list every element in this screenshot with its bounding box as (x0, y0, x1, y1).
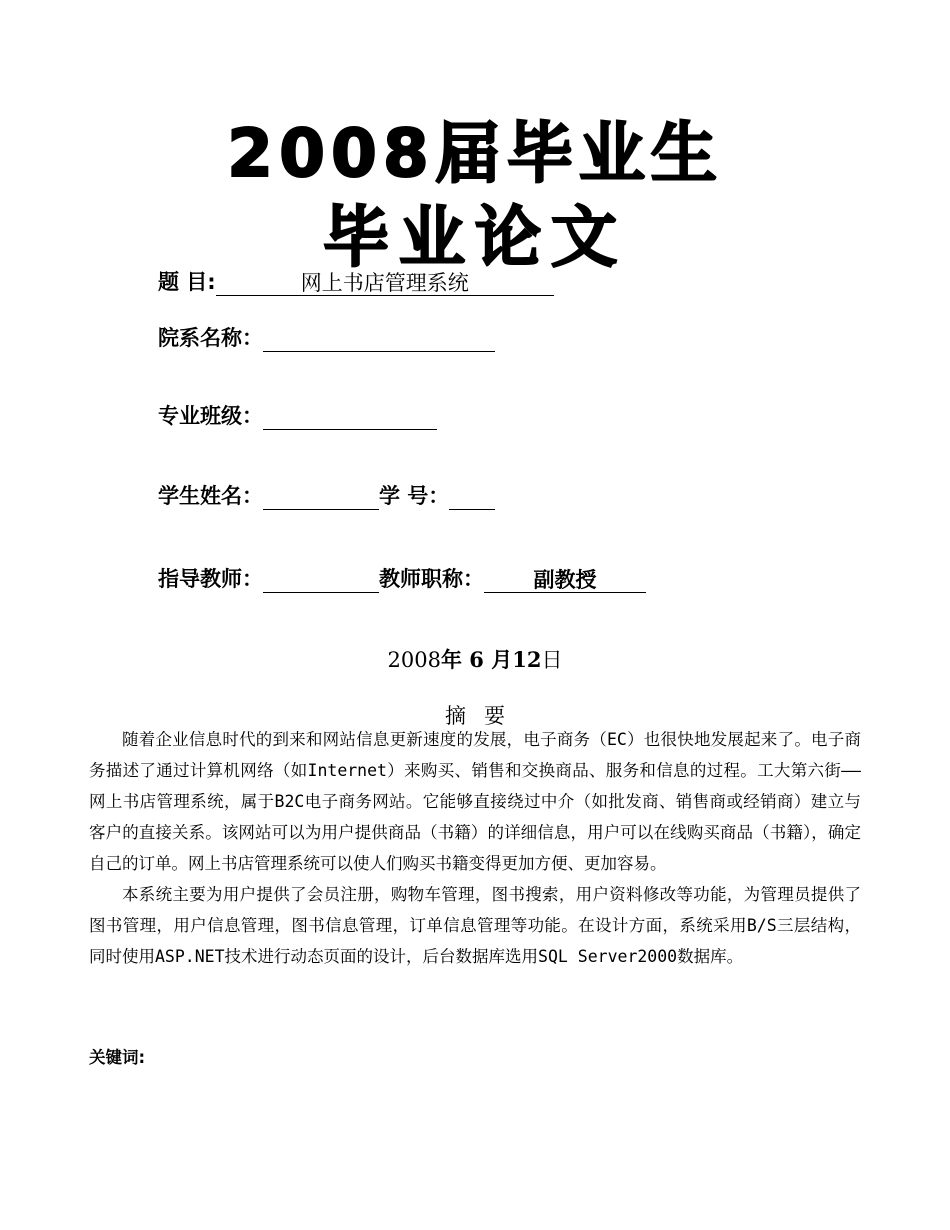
major-class-value (263, 405, 437, 430)
topic-field (158, 266, 554, 296)
submission-date (0, 644, 950, 674)
tutor-field (158, 563, 646, 593)
cover-title-line1: 2008届毕业生 (227, 115, 723, 192)
date-day: 12 (512, 647, 542, 672)
date-year: 2008 (387, 648, 441, 672)
student-name-label: 学生姓名： (158, 484, 263, 508)
topic-value: 网上书店管理系统 (216, 271, 554, 296)
abstract-heading: 摘要 (445, 704, 523, 728)
date-month-unit: 月 (483, 647, 513, 672)
student-name-value (263, 485, 379, 510)
tutor-name-label: 指导教师： (158, 567, 263, 591)
department-field (158, 322, 495, 352)
student-id-label: 学 号： (379, 484, 450, 508)
tutor-title-value: 副教授 (484, 568, 646, 593)
date-year-unit: 年 (440, 647, 470, 672)
student-id-value (449, 485, 495, 510)
abstract-body (89, 724, 861, 972)
cover-title-line2: 毕业论文 (323, 199, 627, 276)
date-month: 6 (469, 647, 484, 672)
keywords-label: 关键词: (89, 1048, 146, 1067)
tutor-name-value (263, 568, 379, 593)
major-class-label: 专业班级： (158, 404, 263, 428)
department-value (263, 327, 495, 352)
major-class-field (158, 400, 437, 430)
date-day-unit: 日 (541, 648, 563, 672)
tutor-title-label: 教师职称： (379, 567, 484, 591)
department-label: 院系名称： (158, 326, 263, 350)
abstract-paragraph-1: 随着企业信息时代的到来和网站信息更新速度的发展，电子商务（EC）也很快地发展起来了。电子商务描述了通过计算机网络（如Internet）来购买、销售和交换商品、服务和信息的过程。工大第六街——网上书店管理系统，属于B2C电子商务网站。它能够直接绕过中介（如批发商、销售商或经销商）建立与客户的直接关系。该网站可以为用户提供商品（书籍）的详细信息，用户可以在线购买商品（书籍），确定自己的订单。网上书店管理系统可以使人们购买书籍变得更加方便、更加容易。 (89, 730, 861, 873)
abstract-paragraph-2: 本系统主要为用户提供了会员注册，购物车管理，图书搜索，用户资料修改等功能，为管理员提供了图书管理，用户信息管理，图书信息管理，订单信息管理等功能。在设计方面，系统采用B/S三层结构，同时使用ASP.NET技术进行动态页面的设计，后台数据库选用SQL Server2000数据库。 (89, 885, 861, 966)
student-field (158, 480, 495, 510)
topic-label: 题 目: (158, 270, 216, 294)
